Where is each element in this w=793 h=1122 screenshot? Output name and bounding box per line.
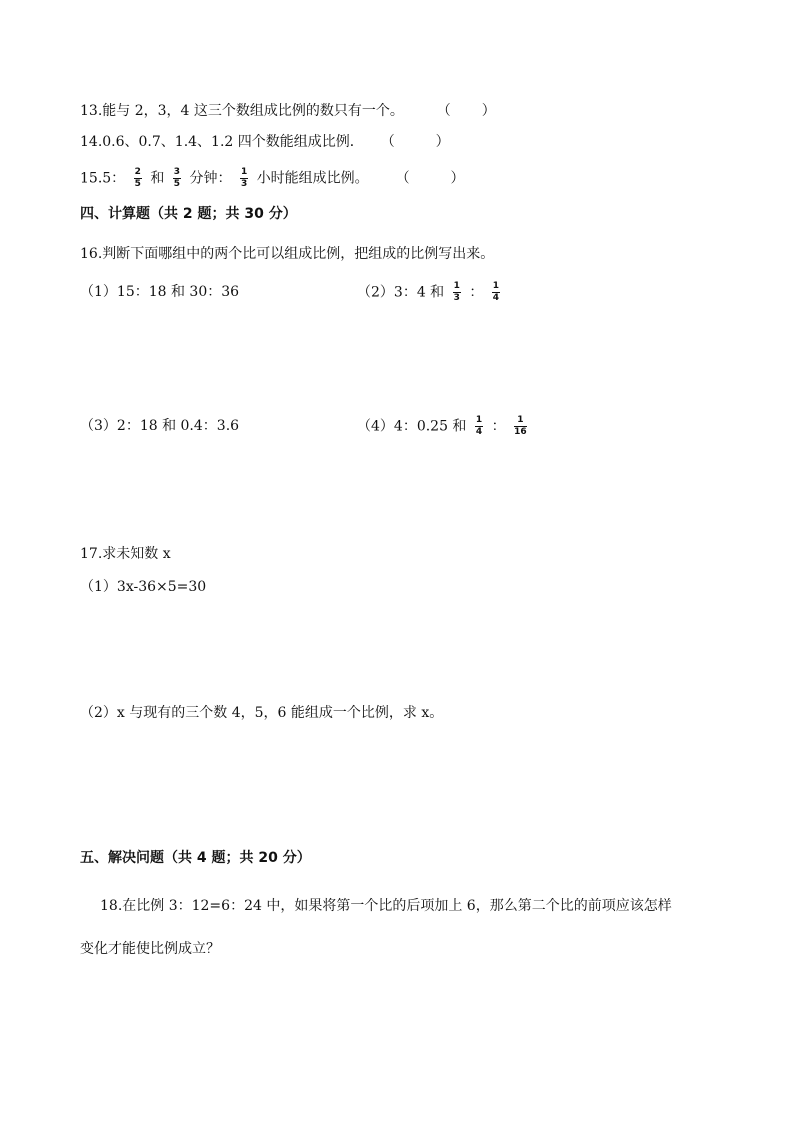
question-17-part-1: （1）3x-36×5=30: [80, 579, 207, 595]
answer-paren-close: ）: [450, 170, 465, 187]
ratio-colon: ：: [491, 418, 506, 435]
question-16: 16.判断下面哪组中的两个比可以组成比例，把组成的比例写出来。: [80, 246, 495, 262]
question-15-and: 和: [150, 170, 165, 187]
section-4-heading: 四、计算题（共 2 题；共 30 分）: [80, 206, 297, 222]
question-13-text: 13.能与 2，3，4 这三个数组成比例的数只有一个。: [80, 103, 404, 119]
fraction: $\frac{2}{5}$: [134, 167, 141, 189]
question-16-part-1: （1）15：18 和 30：36: [80, 284, 240, 300]
question-14-text: 14.0.6、0.7、1.4、1.2 四个数能组成比例．: [80, 134, 364, 150]
question-15-minutes: 分钟：: [189, 170, 232, 187]
section-5-heading: 五、解决问题（共 4 题；共 20 分）: [80, 850, 311, 866]
answer-paren-close: ）: [435, 134, 450, 150]
answer-paren-open: （: [395, 170, 410, 187]
question-16-part-2-prefix: （2）3：4 和: [357, 284, 445, 301]
question-15-prefix: 15.5：: [80, 170, 126, 187]
question-16-part-3: （3）2：18 和 0.4：3.6: [80, 418, 240, 434]
fraction: $\frac{3}{5}$: [173, 167, 181, 189]
fraction: $\frac{1}{4}$: [492, 281, 500, 303]
question-16-part-4-prefix: （4）4：0.25 和: [357, 418, 467, 435]
question-18-line-1: 18.在比例 3：12=6：24 中，如果将第一个比的后项加上 6，那么第二个比的前项应该怎样: [100, 898, 672, 914]
fraction: $\frac{1}{4}$: [475, 415, 483, 437]
fraction: $\frac{1}{3}$: [240, 167, 248, 189]
question-16-part-4: [357, 416, 531, 437]
answer-paren-close: ）: [481, 103, 496, 119]
question-18-line-2: 变化才能使比例成立？: [80, 941, 220, 957]
question-13: [80, 101, 496, 121]
question-17: 17.求未知数 x: [80, 546, 171, 562]
question-17-part-2: （2）x 与现有的三个数 4，5，6 能组成一个比例，求 x。: [80, 705, 444, 721]
fraction: $\frac{1}{3}$: [453, 281, 460, 303]
answer-paren-open: （: [436, 103, 451, 119]
fraction: $\frac{1}{16}$: [514, 415, 527, 437]
question-14: [80, 132, 450, 152]
question-15-suffix: 小时能组成比例。: [256, 170, 369, 187]
question-15: [80, 168, 465, 189]
ratio-colon: ：: [469, 284, 484, 301]
answer-paren-open: （: [380, 134, 395, 150]
question-16-part-2: [357, 282, 504, 303]
